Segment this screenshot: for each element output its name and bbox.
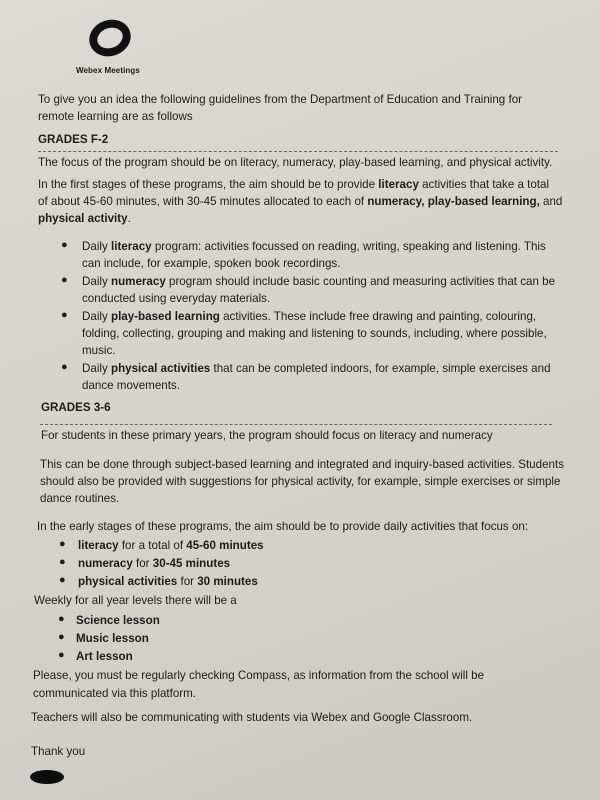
divider-3-6 xyxy=(40,424,552,425)
f2-bullet-2-cont: conducted using everyday materials. xyxy=(82,292,271,305)
g36-aim: In the early stages of these programs, the aim should be to provide daily activities that focus on: xyxy=(37,520,529,533)
bold-text: literacy xyxy=(78,539,119,552)
bullet-icon: ● xyxy=(61,239,68,251)
bold-text: numeracy xyxy=(78,557,133,570)
text: of about 45-60 minutes, with 30-45 minutes allocated to each of xyxy=(38,195,368,208)
g36-daily-2 xyxy=(78,555,230,573)
bold-text: physical activities xyxy=(111,362,211,375)
text: program should include basic counting and measuring activities that can be xyxy=(165,275,556,288)
bold-text: 30-45 minutes xyxy=(152,557,231,570)
bullet-icon: ● xyxy=(59,574,66,586)
heading-grades-3-6: GRADES 3-6 xyxy=(41,401,111,414)
bullet-icon: ● xyxy=(61,274,68,286)
f2-bullet-3-cont-2: music. xyxy=(82,344,116,357)
weekly-item-science: Science lesson xyxy=(76,614,160,627)
weekly-item-music: Music lesson xyxy=(76,632,149,645)
text: In the first stages of these programs, the aim should be to provide xyxy=(38,178,379,191)
text: that can be completed indoors, for example, simple exercises and xyxy=(210,362,551,375)
f2-aim-line-2 xyxy=(38,193,562,211)
g36-para-line-3: dance routines. xyxy=(40,492,120,505)
f2-aim-line-3 xyxy=(38,210,131,228)
f2-bullet-3-cont-1: folding, collecting, grouping and making and listening to sounds, including, where possible, xyxy=(82,327,547,340)
f2-bullet-4 xyxy=(82,360,551,378)
compass-line-2: communicated via this platform. xyxy=(33,687,197,700)
f2-bullet-3 xyxy=(82,308,536,326)
f2-bullet-2 xyxy=(82,273,555,291)
heading-grades-f2: GRADES F-2 xyxy=(38,133,109,146)
text: Daily xyxy=(82,275,111,288)
intro-line-1: To give you an idea the following guidelines from the Department of Education and Training for xyxy=(38,93,523,106)
webex-logo-icon xyxy=(88,18,132,58)
compass-line-1: Please, you must be regularly checking Compass, as information from the school will be xyxy=(33,669,485,682)
bold-text: numeracy xyxy=(111,275,166,288)
bullet-icon: ● xyxy=(61,309,68,321)
f2-focus: The focus of the program should be on literacy, numeracy, play-based learning, and physical activity. xyxy=(38,156,553,169)
bullet-icon: ● xyxy=(59,538,66,550)
g36-para-line-2: should also be provided with suggestions for physical activity, for example, simple exercises or simple xyxy=(40,475,561,488)
text: and xyxy=(539,195,563,208)
text: activities. These include free drawing and painting, colouring, xyxy=(219,310,537,323)
bold-text: 45-60 minutes xyxy=(186,539,264,552)
intro-line-2: remote learning are as follows xyxy=(38,110,193,123)
g36-daily-3 xyxy=(78,573,258,591)
logo-label: Webex Meetings xyxy=(76,66,140,75)
weekly-item-art: Art lesson xyxy=(76,650,133,663)
bold-text: 30 minutes xyxy=(197,575,258,588)
text: program: activities focussed on reading, writing, speaking and listening. This xyxy=(151,240,546,253)
teachers-note: Teachers will also be communicating with students via Webex and Google Classroom. xyxy=(31,711,473,724)
g36-para-line-1: This can be done through subject-based learning and integrated and inquiry-based activities. Students xyxy=(40,458,564,471)
text: Daily xyxy=(82,362,111,375)
text: Daily xyxy=(82,240,111,253)
text: for xyxy=(132,557,153,570)
bold-text: physical activities xyxy=(78,575,178,588)
bold-text: physical activity xyxy=(38,212,128,225)
redacted-signature-icon xyxy=(29,769,65,785)
bullet-icon: ● xyxy=(58,649,65,661)
text: . xyxy=(127,212,131,225)
f2-bullet-4-cont: dance movements. xyxy=(82,379,180,392)
bullet-icon: ● xyxy=(58,613,65,625)
f2-aim-line-1 xyxy=(38,176,549,194)
bold-text: literacy xyxy=(378,178,419,191)
g36-daily-1 xyxy=(78,537,264,555)
g36-focus: For students in these primary years, the program should focus on literacy and numeracy xyxy=(41,429,493,442)
bullet-icon: ● xyxy=(61,361,68,373)
bullet-icon: ● xyxy=(58,631,65,643)
f2-bullet-1 xyxy=(82,238,546,256)
bold-text: play-based learning xyxy=(111,310,220,323)
text: Daily xyxy=(82,310,111,323)
bullet-icon: ● xyxy=(59,556,66,568)
f2-bullet-1-cont: can include, for example, spoken book recordings. xyxy=(82,257,341,270)
divider-f2 xyxy=(38,151,558,152)
thank-you: Thank you xyxy=(31,745,86,758)
text: activities that take a total xyxy=(418,178,550,191)
bold-text: numeracy, play-based learning, xyxy=(367,195,540,208)
bold-text: literacy xyxy=(111,240,152,253)
weekly-intro: Weekly for all year levels there will be a xyxy=(34,594,237,607)
text: for xyxy=(177,575,198,588)
text: for a total of xyxy=(118,539,187,552)
